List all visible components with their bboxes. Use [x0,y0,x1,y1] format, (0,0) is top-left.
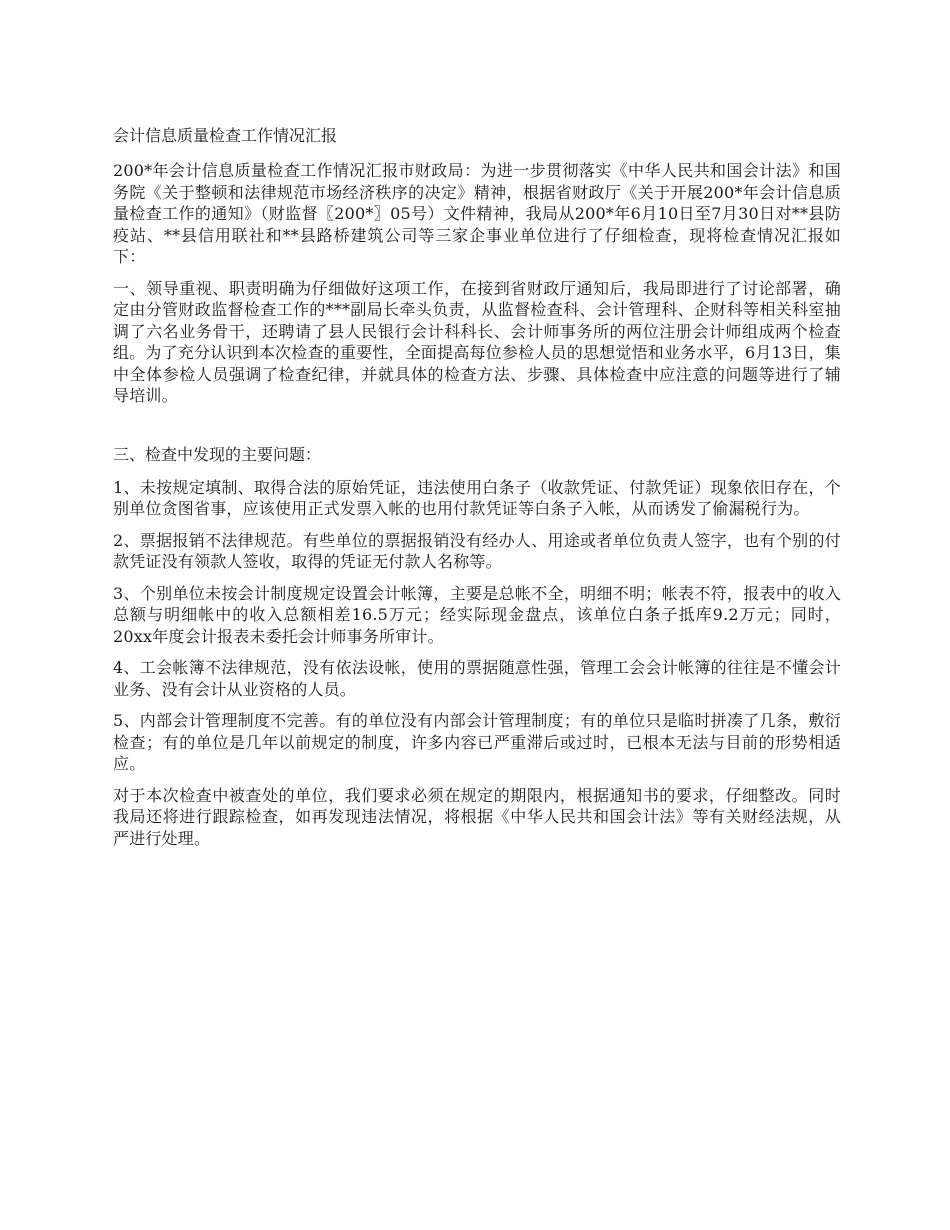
problem-item-3: 3、个别单位未按会计制度规定设置会计帐簿，主要是总帐不全，明细不明；帐表不符，报表中的收入总额与明细帐中的收入总额相差16.5万元；经实际现金盘点，该单位白条子抵库9.2万元；同时，20xx年度会计报表未委托会计师事务所审计。 [113,583,841,646]
document-title: 会计信息质量检查工作情况汇报 [113,126,338,145]
problem-item-5: 5、内部会计管理制度不完善。有的单位没有内部会计管理制度；有的单位只是临时拼凑了几条，敷衍检查；有的单位是几年以前规定的制度，许多内容已严重滞后或过时，已根本无法与目前的形势相适应。 [113,711,841,773]
problem-item-2: 2、票据报销不法律规范。有些单位的票据报销没有经办人、用途或者单位负责人签字，也有个别的付款凭证没有领款人签收，取得的凭证无付款人名称等。 [113,530,841,571]
problem-item-1: 1、未按规定填制、取得合法的原始凭证，违法使用白条子（收款凭证、付款凭证）现象依旧存在，个别单位贪图省事，应该使用正式发票入帐的也用付款凭证等白条子入帐，从而诱发了偷漏税行为。 [113,477,841,518]
closing-paragraph: 对于本次检查中被查处的单位，我们要求必须在规定的期限内，根据通知书的要求，仔细整改。同时我局还将进行跟踪检查，如再发现违法情况，将根据《中华人民共和国会计法》等有关财经法规，从严进行处理。 [113,785,841,848]
intro-paragraph: 200*年会计信息质量检查工作情况汇报市财政局：为进一步贯彻落实《中华人民共和国会计法》和国务院《关于整顿和法律规范市场经济秩序的决定》精神，根据省财政厅《关于开展200*年会计信息质量检查工作的通知》（财监督〖200*〗05号）文件精神，我局从200*年6月10日至7月30日对**县防疫站、**县信用联社和**县路桥建筑公司等三家企事业单位进行了仔细检查，现将检查情况汇报如下： [113,161,841,266]
problem-item-4: 4、工会帐簿不法律规范，没有依法设帐，使用的票据随意性强，管理工会会计帐簿的往往是不懂会计业务、没有会计从业资格的人员。 [113,658,841,699]
section-one-paragraph: 一、领导重视、职责明确为仔细做好这项工作，在接到省财政厅通知后，我局即进行了讨论部署，确定由分管财政监督检查工作的***副局长牵头负责，从监督检查科、会计管理科、企财科等相关科室抽调了六名业务骨干，还聘请了县人民银行会计科科长、会计师事务所的两位注册会计师组成两个检查组。为了充分认识到本次检查的重要性，全面提高每位参检人员的思想觉悟和业务水平，6月13日，集中全体参检人员强调了检查纪律，并就具体的检查方法、步骤、具体检查中应注意的问题等进行了辅导培训。 [113,278,841,405]
section-three-heading: 三、检查中发现的主要问题： [113,444,322,464]
document-body [113,124,841,859]
section-spacer [113,417,841,443]
